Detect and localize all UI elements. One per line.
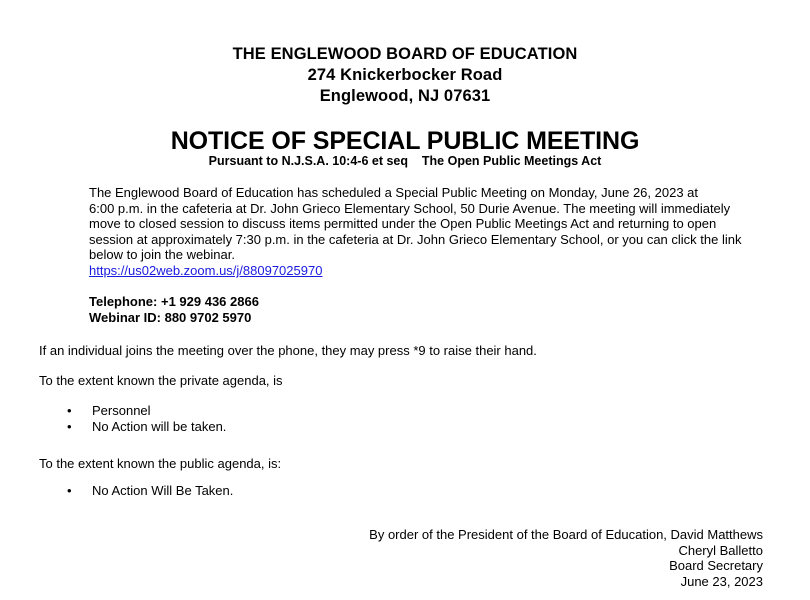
intro-line: session at approximately 7:30 p.m. in the cafeteria at Dr. John Grieco Elementary School, or you can click the link	[89, 231, 742, 247]
letterhead-organization: THE ENGLEWOOD BOARD OF EDUCATION	[232, 45, 578, 63]
list-item-label: No Action Will Be Taken.	[92, 483, 234, 498]
page-subtitle: Pursuant to N.J.S.A. 10:4-6 et seq The Open Public Meetings Act	[208, 154, 602, 168]
page-title: NOTICE OF SPECIAL PUBLIC MEETING	[170, 127, 640, 155]
zoom-webinar-link[interactable]: https://us02web.zoom.us/j/88097025970	[89, 262, 323, 278]
list-item	[0, 403, 226, 419]
bullet-icon: •	[67, 483, 72, 498]
webinar-id-line: Webinar ID: 880 9702 5970	[89, 310, 252, 325]
signature-name: Cheryl Balletto	[678, 542, 763, 558]
list-item	[0, 483, 233, 499]
public-agenda-list	[0, 483, 233, 499]
private-agenda-heading: To the extent known the private agenda, is	[39, 373, 283, 388]
signature-date: June 23, 2023	[680, 573, 763, 589]
public-agenda-heading: To the extent known the public agenda, is:	[39, 456, 282, 471]
intro-line: The Englewood Board of Education has scheduled a Special Public Meeting on Monday, June 26, 2023 at	[89, 185, 699, 200]
signature-role: Board Secretary	[669, 558, 763, 574]
intro-paragraph	[89, 185, 749, 279]
signature-block	[369, 527, 763, 589]
phone-instruction-paragraph: If an individual joins the meeting over the phone, they may press *9 to raise their hand.	[39, 343, 537, 358]
list-item-label: No Action will be taken.	[92, 419, 227, 434]
intro-line: move to closed session to discuss items permitted under the Open Public Meetings Act and returning to open	[89, 216, 717, 232]
telephone-line: Telephone: +1 929 436 2866	[89, 294, 259, 309]
bullet-icon: •	[67, 403, 72, 418]
contact-details	[89, 294, 259, 326]
letterhead-city-state-zip: Englewood, NJ 07631	[319, 87, 491, 105]
private-agenda-list	[0, 403, 226, 435]
list-item	[0, 419, 226, 435]
letterhead	[0, 44, 810, 107]
list-item-label: Personnel	[92, 403, 151, 418]
letterhead-street-address: 274 Knickerbocker Road	[307, 66, 503, 84]
signature-order-line: By order of the President of the Board of Education, David Matthews	[369, 527, 763, 542]
intro-line: below to join the webinar.	[89, 247, 235, 263]
intro-line: 6:00 p.m. in the cafeteria at Dr. John Grieco Elementary School, 50 Durie Avenue. The meeting will immediately	[89, 200, 731, 216]
bullet-icon: •	[67, 419, 72, 434]
